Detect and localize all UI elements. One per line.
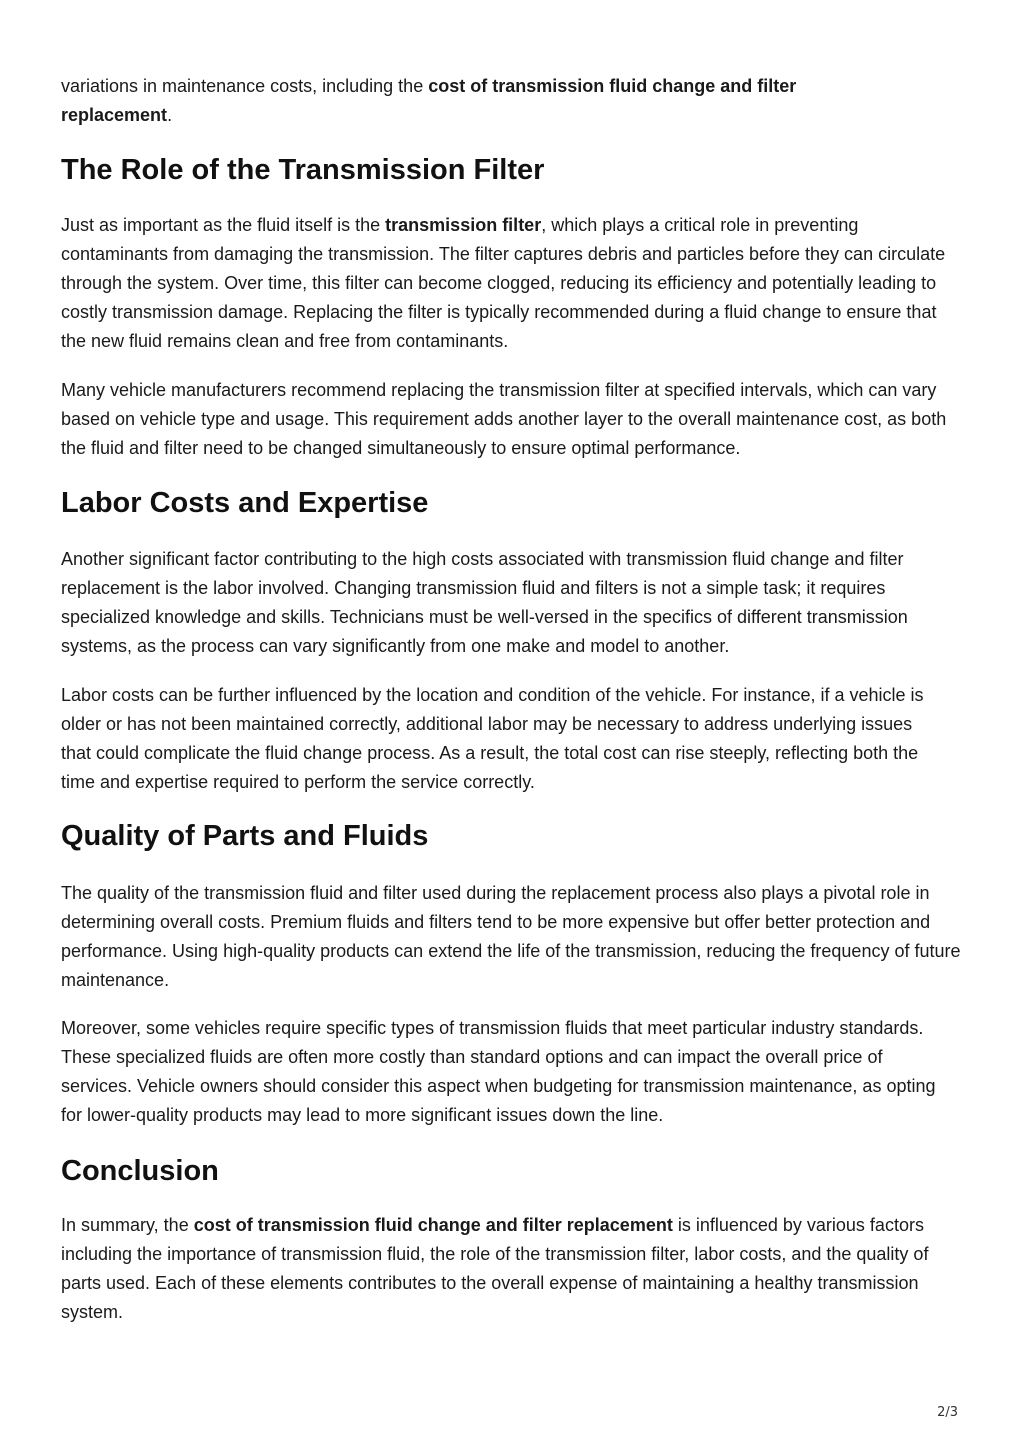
conclusion-bold-phrase: cost of transmission fluid change and filter replacement [193, 1215, 673, 1235]
filter-p1-text-start: Just as important as the fluid itself is the [61, 215, 386, 235]
section-heading-labor-costs: Labor Costs and Expertise [61, 487, 429, 519]
section-paragraph-labor-2: Labor costs can be further influenced by the location and condition of the vehicle. For instance, if a vehicle is older or has not been maintained correctly, additional labor may be necessary to address underlying issues that could complicate the fluid change process. As a result, the total cost can rise steeply, reflecting both the time and expertise required to perform the service correctly. [61, 685, 924, 792]
section-heading-transmission-filter: The Role of the Transmission Filter [61, 154, 545, 186]
section-heading-quality-parts: Quality of Parts and Fluids [61, 820, 429, 852]
section-paragraph-filter-1 [61, 211, 961, 356]
intro-paragraph [61, 72, 861, 130]
intro-bold-phrase: cost of transmission fluid change and filter replacement [61, 76, 797, 125]
filter-p1-bold-phrase: transmission filter [385, 215, 542, 235]
page-number: 2/3 [937, 1405, 958, 1420]
conclusion-text-end: is influenced by various factors including the importance of transmission fluid, the role of the transmission filter, labor costs, and the quality of parts used. Each of these elements contributes to the overall expense of maintaining a healthy transmission system. [61, 1215, 929, 1322]
filter-p1-text-end: , which plays a critical role in preventing contaminants from damaging the transmission. The filter captures debris and particles before they can circulate through the system. Over time, this filter can become clogged, reducing its efficiency and potentially leading to costly transmission damage. Replacing the filter is typically recommended during a fluid change to ensure that the new fluid remains clean and free from contaminants. [61, 215, 946, 351]
section-paragraph-filter-2: Many vehicle manufacturers recommend replacing the transmission filter at specified intervals, which can vary based on vehicle type and usage. This requirement adds another layer to the overall maintenance cost, as both the fluid and filter need to be changed simultaneously to ensure optimal performance. [61, 380, 947, 458]
intro-text-end: . [167, 105, 173, 125]
section-heading-conclusion: Conclusion [61, 1155, 219, 1187]
section-paragraph-quality-2: Moreover, some vehicles require specific types of transmission fluids that meet particular industry standards. These specialized fluids are often more costly than standard options and can impact the overall price of services. Vehicle owners should consider this aspect when budgeting for transmission maintenance, as opting for lower-quality products may lead to more significant issues down the line. [61, 1018, 936, 1125]
section-paragraph-labor-1: Another significant factor contributing to the high costs associated with transmission fluid change and filter replacement is the labor involved. Changing transmission fluid and filters is not a simple task; it requires specialized knowledge and skills. Technicians must be well-versed in the specifics of different transmission systems, as the process can vary significantly from one make and model to another. [61, 549, 908, 656]
intro-text-start: variations in maintenance costs, including the [61, 76, 429, 96]
section-paragraph-quality-1: The quality of the transmission fluid and filter used during the replacement process also plays a pivotal role in determining overall costs. Premium fluids and filters tend to be more expensive but offer better protection and performance. Using high-quality products can extend the life of the transmission, reducing the frequency of future maintenance. [61, 883, 961, 990]
conclusion-text-start: In summary, the [61, 1215, 194, 1235]
section-paragraph-conclusion [61, 1211, 941, 1327]
